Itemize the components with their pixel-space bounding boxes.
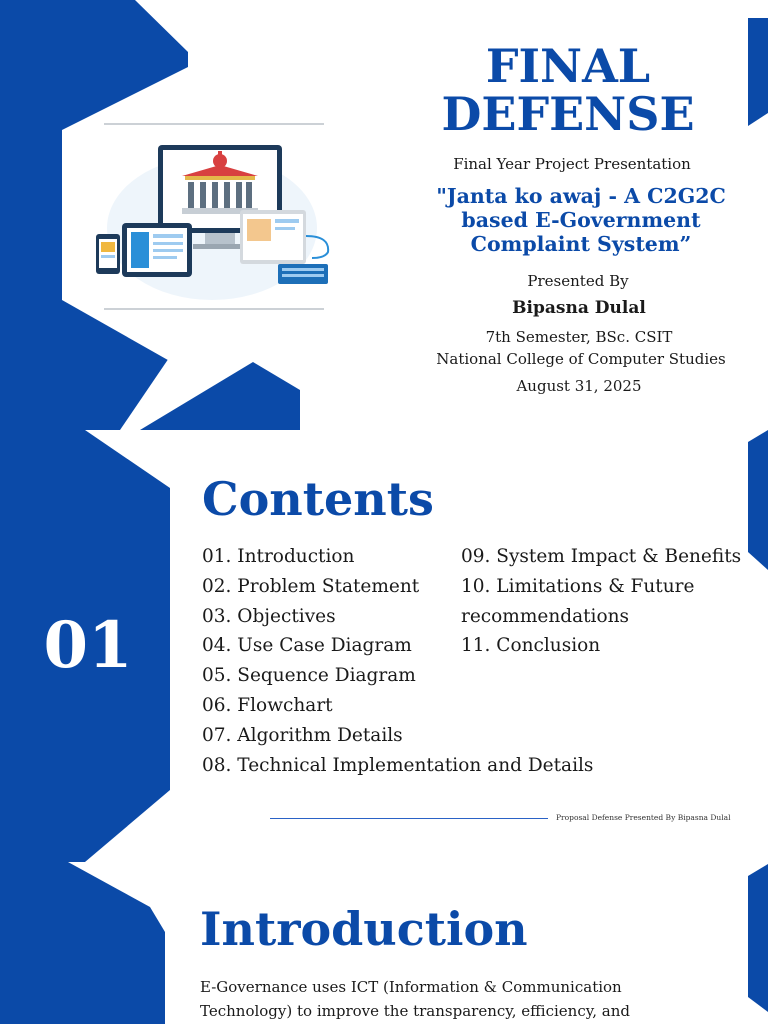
presenter-name: Bipasna Dulal [512,298,646,318]
e-government-devices-icon [92,118,337,318]
introduction-slide [0,862,768,1024]
footer-text: Proposal Defense Presented By Bipasna Dulal [556,813,731,822]
project-title: "Janta ko awaj - A C2G2C based E-Government Complaint System” [436,184,726,256]
semester-text: 7th Semester, BSc. CSIT [485,328,673,346]
contents-list-right [461,542,761,661]
presentation-title: FINAL DEFENSE [441,39,695,141]
footer-divider [270,818,548,819]
contents-item: 04. Use Case Diagram [202,635,412,657]
contents-item: 03. Objectives [202,605,336,627]
contents-item: 02. Problem Statement [202,575,420,597]
contents-item: 01. Introduction [202,546,355,567]
contents-item: 05. Sequence Diagram [202,665,416,687]
presentation-subtitle: Final Year Project Presentation [453,155,691,173]
contents-item: 09. System Impact & Benefits [461,546,742,567]
contents-item: recommendations [461,605,630,627]
presentation-date: August 31, 2025 [516,377,642,395]
title-slide [0,0,768,430]
college-name: National College of Computer Studies [436,350,726,368]
introduction-body: E-Governance uses ICT (Information & Communication Technology) to improve the transparency, efficiency, and [200,978,630,1020]
section-number: 01 [43,608,133,683]
contents-title: Contents [202,472,434,526]
contents-item: 11. Conclusion [461,635,601,657]
introduction-title: Introduction [200,902,528,956]
contents-item: 08. Technical Implementation and Details [202,754,594,776]
contents-item: 07. Algorithm Details [202,724,403,746]
contents-item: 06. Flowchart [202,694,333,716]
contents-item: 10. Limitations & Future [461,575,695,597]
presented-by-label: Presented By [527,272,629,290]
contents-slide [0,430,768,862]
